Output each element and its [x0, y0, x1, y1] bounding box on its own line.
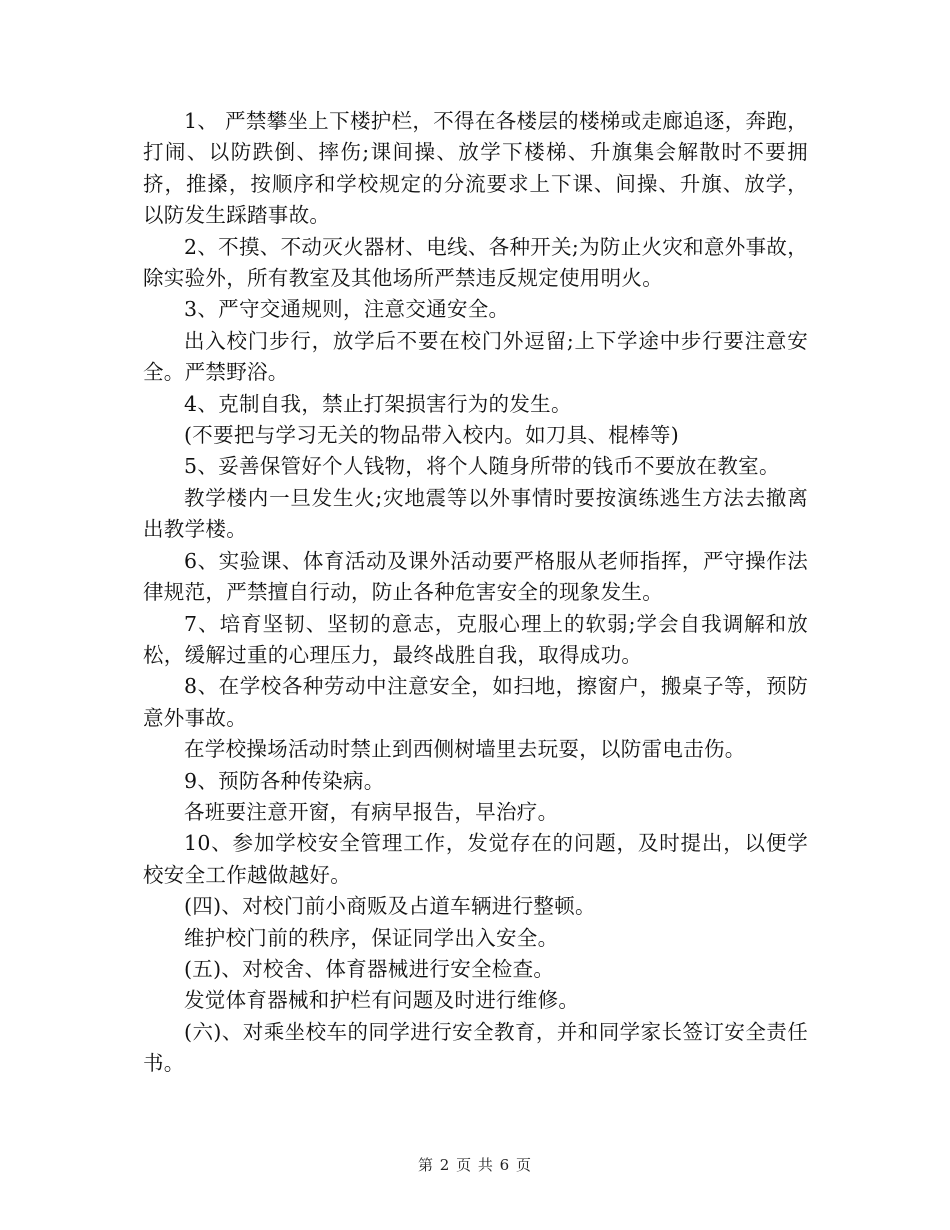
paragraph-5: 4、克制自我，禁止打架损害行为的发生。: [184, 391, 572, 416]
paragraph-16: (四)、对校门前小商贩及占道车辆进行整顿。: [184, 894, 596, 919]
paragraph-20: (六)、对乘坐校车的同学进行安全教育，并和同学家长签订安全责任书。: [143, 1019, 808, 1076]
paragraph-19: 发觉体育器械和护栏有问题及时进行维修。: [184, 988, 580, 1013]
paragraph-6: (不要把与学习无关的物品带入校内。如刀具、棍棒等): [184, 423, 679, 448]
paragraph-18: (五)、对校舍、体育器械进行安全检查。: [184, 956, 555, 981]
paragraph-17: 维护校门前的秩序，保证同学出入安全。: [184, 925, 559, 950]
paragraph-3: 3、严守交通规则，注意交通安全。: [184, 297, 510, 322]
paragraph-1: 1、 严禁攀坐上下楼护栏，不得在各楼层的楼梯或走廊追逐，奔跑，打闹、以防跌倒、摔伤;课间操、放学下楼梯、升旗集会解散时不要拥挤，推搡，按顺序和学校规定的分流要求上下课、间操、升旗、放学，以防发生踩踏事故。: [143, 109, 808, 228]
paragraph-10: 7、培育坚韧、坚韧的意志，克服心理上的软弱;学会自我调解和放松，缓解过重的心理压力，最终战胜自我，取得成功。: [143, 611, 808, 667]
paragraph-8: 教学楼内一旦发生火;灾地震等以外事情时要按演练逃生方法去撤离出教学楼。: [143, 485, 808, 542]
paragraph-4: 出入校门步行，放学后不要在校门外逗留;上下学途中步行要注意安全。严禁野浴。: [143, 328, 808, 385]
paragraph-13: 9、预防各种传染病。: [184, 768, 385, 793]
paragraph-12: 在学校操场活动时禁止到西侧树墙里去玩耍，以防雷电击伤。: [184, 737, 746, 762]
paragraph-9: 6、实验课、体育活动及课外活动要严格服从老师指挥，严守操作法律规范，严禁擅自行动，防止各种危害安全的现象发生。: [143, 548, 808, 605]
paragraph-7: 5、妥善保管好个人钱物，将个人随身所带的钱币不要放在教室。: [184, 454, 780, 479]
paragraph-14: 各班要注意开窗，有病早报告，早治疗。: [184, 799, 559, 824]
paragraph-15: 10、参加学校安全管理工作，发觉存在的问题，及时提出，以便学校安全工作越做越好。: [143, 831, 808, 887]
paragraph-11: 8、在学校各种劳动中注意安全，如扫地，擦窗户，搬桌子等，预防意外事故。: [143, 674, 808, 730]
page-number-footer: 第 2 页 共 6 页: [418, 1156, 532, 1174]
paragraph-2: 2、不摸、不动灭火器材、电线、各种开关;为防止火灾和意外事故，除实验外，所有教室及其他场所严禁违反规定使用明火。: [143, 234, 808, 291]
document-body: [143, 106, 808, 1080]
